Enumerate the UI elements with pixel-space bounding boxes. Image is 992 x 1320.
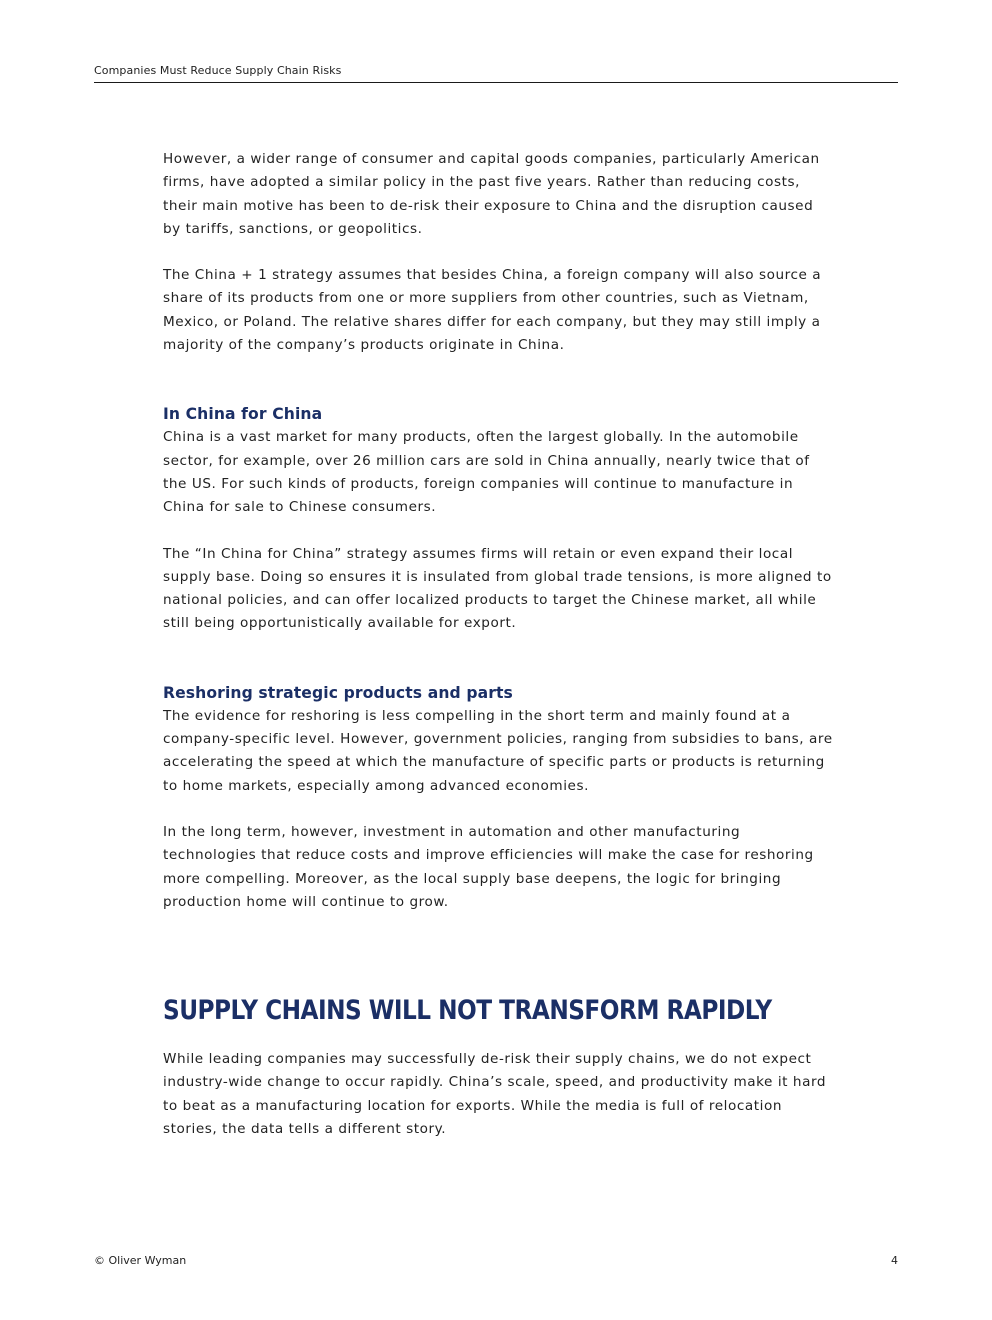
section-heading-reshoring: Reshoring strategic products and parts (163, 683, 513, 702)
china-paragraph-2: The “In China for China” strategy assumes firms will retain or even expand their local supply base. Doing so ensures it is insulated from global trade tensions, is more aligned to national policies, and can offer localized products to target the Chinese market, all while still being opportunistically available for export. (163, 545, 832, 632)
running-header: Companies Must Reduce Supply Chain Risks (94, 64, 342, 77)
footer-copyright: © Oliver Wyman (94, 1254, 187, 1267)
intro-paragraph-2: The China + 1 strategy assumes that besides China, a foreign company will also source a share of its products from one or more suppliers from other countries, such as Vietnam, Mexico, or Poland. The relative shares differ for each company, but they may still imply a majority of the company’s products originate in China. (163, 267, 822, 354)
header-divider (94, 82, 898, 83)
section-heading-china: In China for China (163, 405, 323, 424)
reshoring-paragraph-2: In the long term, however, investment in automation and other manufacturing technologies that reduce costs and improve efficiencies will make the case for reshoring more compelling. Moreover, as the local supply base deepens, the logic for bringing production home will continue to grow. (163, 823, 814, 910)
reshoring-paragraph-1: The evidence for reshoring is less compelling in the short term and mainly found at a company-specific level. However, government policies, ranging from subsidies to bans, are accelerating the speed at which the manufacture of specific parts or products is returning to home markets, especially among advanced economies. (163, 707, 833, 794)
intro-paragraph-1: However, a wider range of consumer and capital goods companies, particularly American firms, have adopted a similar policy in the past five years. Rather than reducing costs, their main motive has been to de-risk their exposure to China and the disruption caused by tariffs, sanctions, or geopolitics. (163, 151, 820, 237)
section-title-supply-chains: SUPPLY CHAINS WILL NOT TRANSFORM RAPIDLY (163, 995, 772, 1027)
page-number: 4 (891, 1254, 898, 1267)
page-content (163, 148, 835, 1141)
china-paragraph-1: China is a vast market for many products, often the largest globally. In the automobile sector, for example, over 26 million cars are sold in China annually, nearly twice that of the US. For such kinds of products, foreign companies will continue to manufacture in China for sale to Chinese consumers. (163, 429, 810, 516)
supply-paragraph: While leading companies may successfully de-risk their supply chains, we do not expect industry-wide change to occur rapidly. China’s scale, speed, and productivity make it hard to beat as a manufacturing location for exports. While the media is full of relocation stories, the data tells a different story. (163, 1051, 827, 1138)
